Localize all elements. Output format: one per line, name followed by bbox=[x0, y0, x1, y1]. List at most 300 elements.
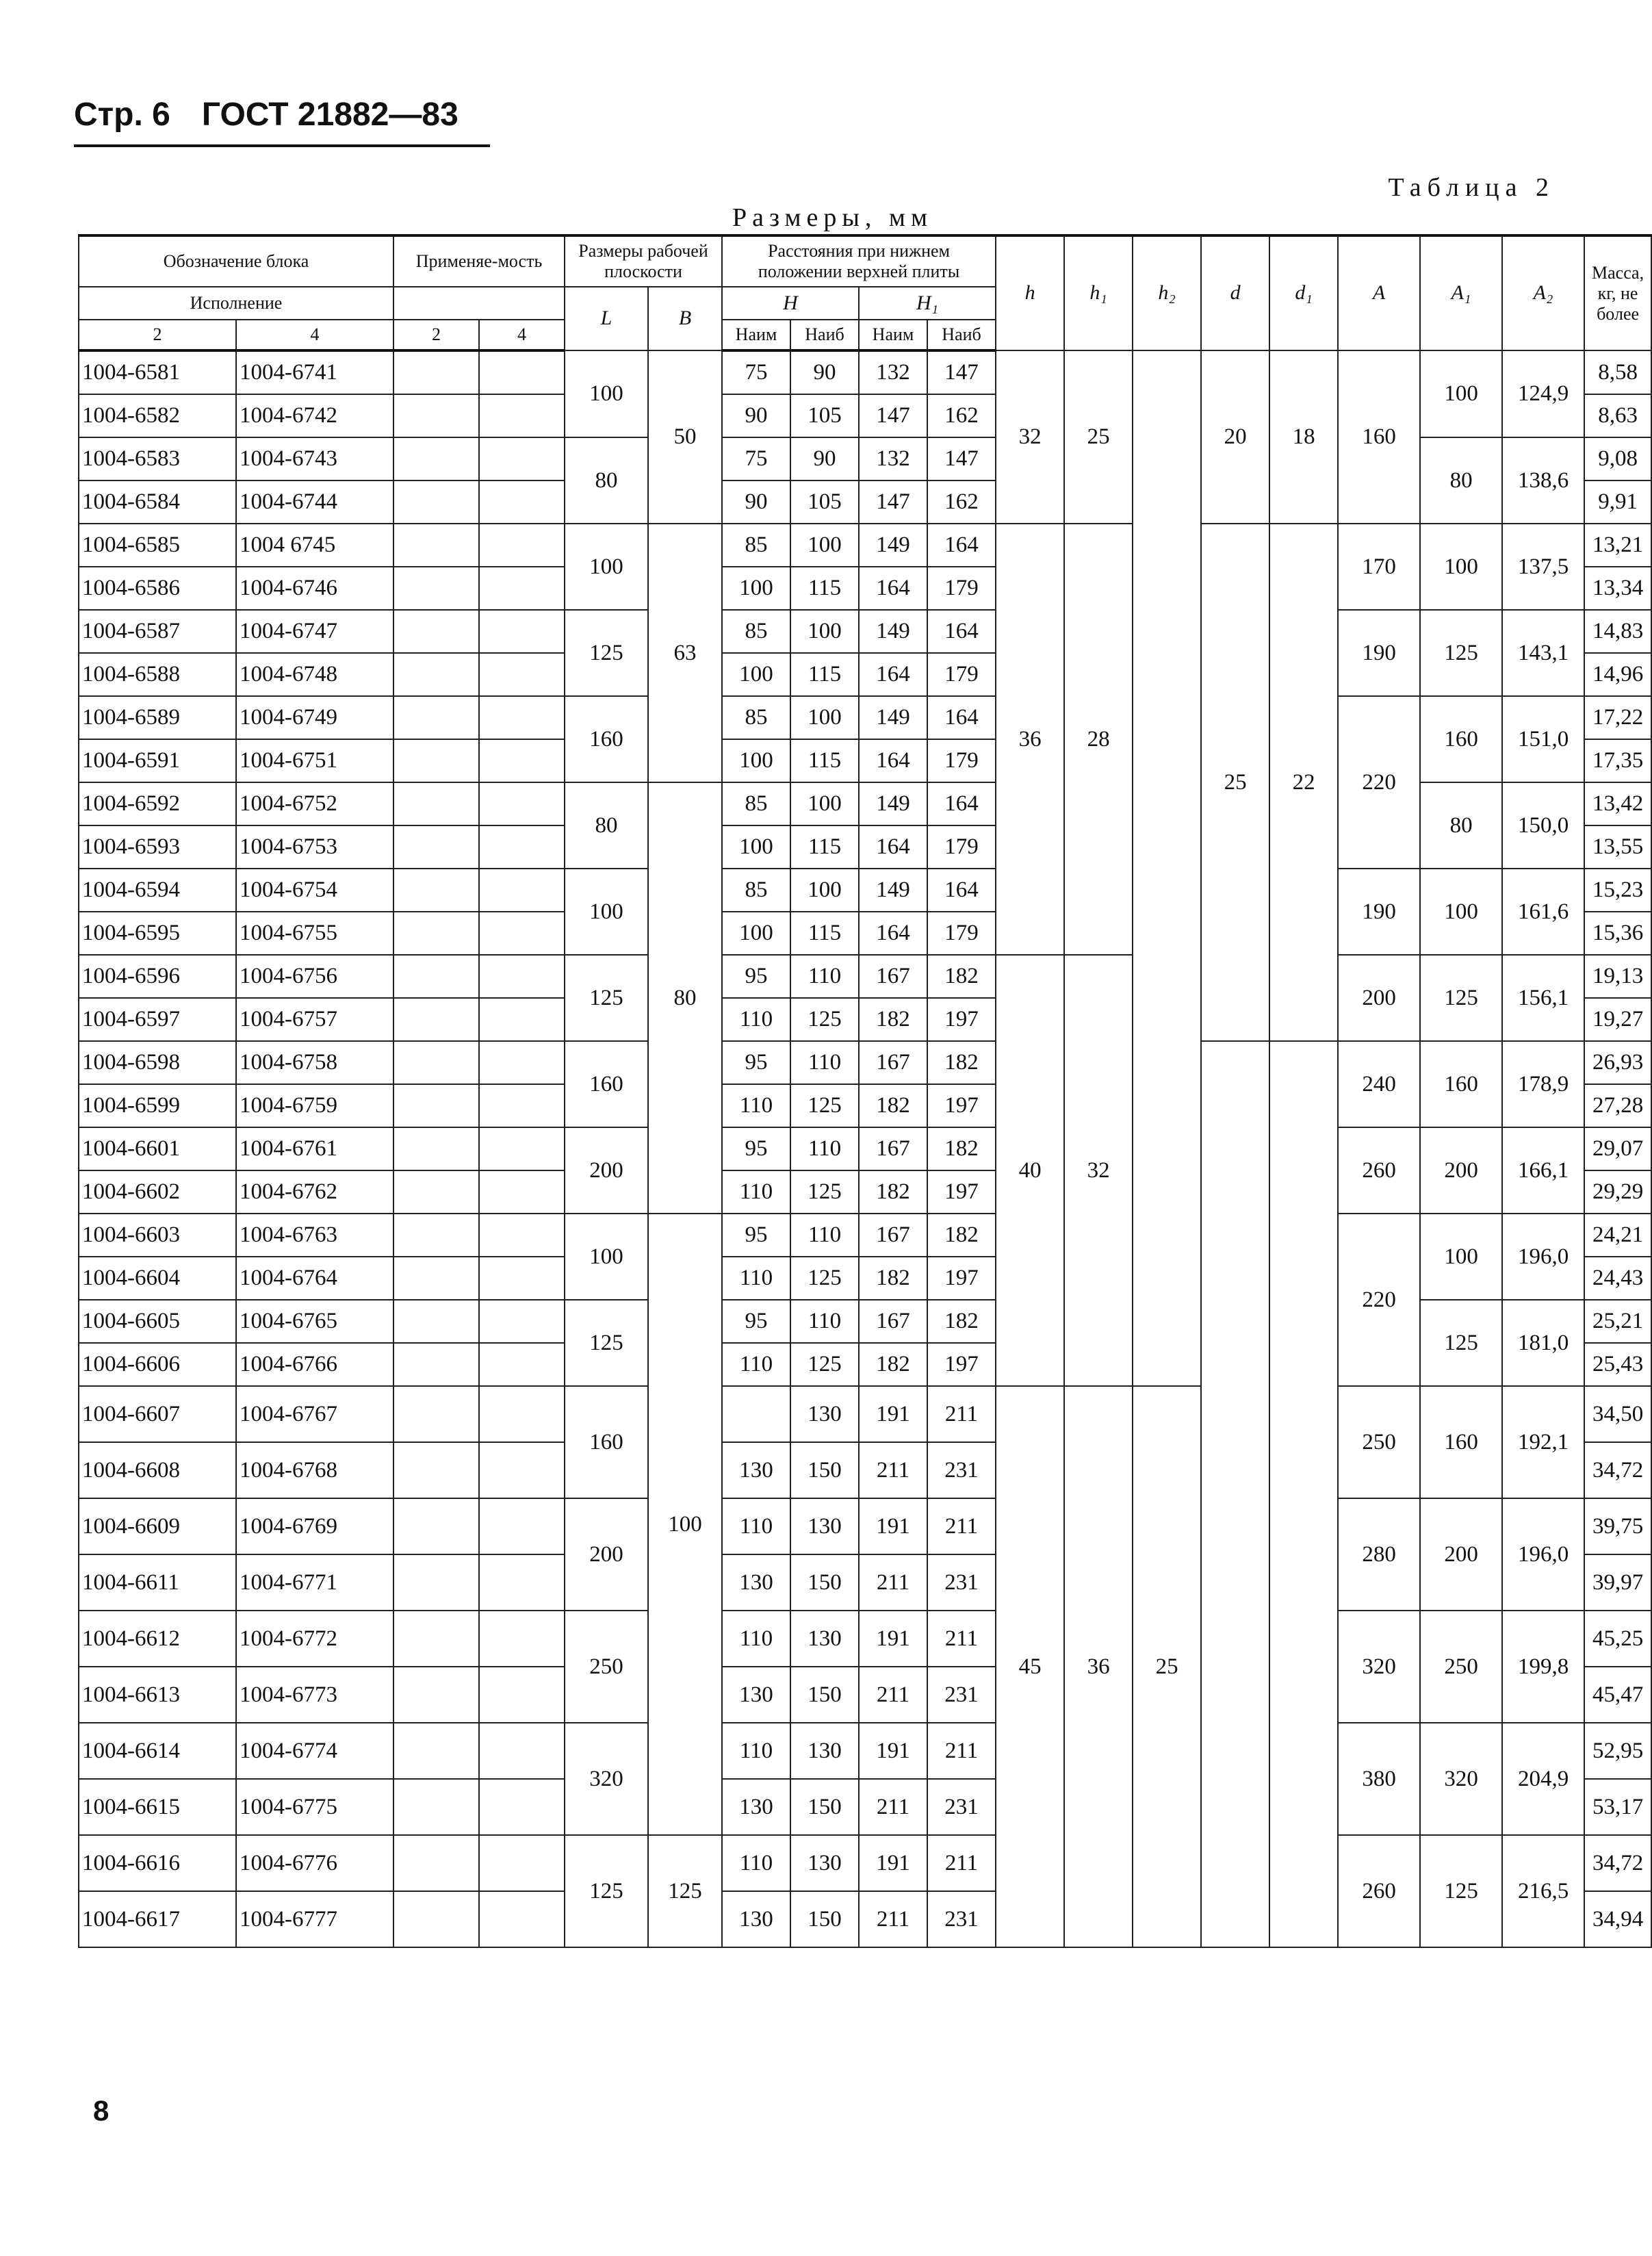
cell-H1-min: 167 bbox=[859, 955, 927, 998]
cell-A: 260 bbox=[1338, 1127, 1420, 1214]
cell-desig-4: 1004-6754 bbox=[236, 869, 393, 912]
table-row bbox=[79, 350, 1651, 394]
cell-H1-max: 147 bbox=[927, 437, 996, 480]
cell-H-min: 110 bbox=[722, 1257, 790, 1300]
table-header bbox=[79, 235, 1651, 350]
cell-mass: 45,25 bbox=[1584, 1611, 1651, 1667]
applicability-cell bbox=[479, 1257, 565, 1300]
cell-H1-max: 162 bbox=[927, 394, 996, 437]
cell-L: 160 bbox=[565, 1041, 648, 1127]
header-h: h bbox=[996, 235, 1064, 350]
cell-mass: 15,36 bbox=[1584, 912, 1651, 955]
applicability-cell bbox=[393, 825, 479, 869]
applicability-cell bbox=[479, 1127, 565, 1170]
cell-h2: 25 bbox=[1133, 1386, 1201, 1947]
header-execution: Исполнение bbox=[79, 287, 393, 320]
dimensions-table bbox=[78, 234, 1652, 1948]
table-row bbox=[79, 1723, 1651, 1779]
cell-mass: 39,75 bbox=[1584, 1498, 1651, 1554]
cell-desig-4: 1004-6759 bbox=[236, 1084, 393, 1127]
cell-desig-4: 1004-6761 bbox=[236, 1127, 393, 1170]
cell-desig-2: 1004-6592 bbox=[79, 782, 236, 825]
applicability-cell bbox=[479, 1343, 565, 1386]
applicability-cell bbox=[479, 394, 565, 437]
cell-desig-4: 1004-6767 bbox=[236, 1386, 393, 1442]
cell-A: 220 bbox=[1338, 1214, 1420, 1386]
cell-desig-2: 1004-6605 bbox=[79, 1300, 236, 1343]
cell-desig-2: 1004-6582 bbox=[79, 394, 236, 437]
table-row bbox=[79, 610, 1651, 653]
cell-mass: 34,50 bbox=[1584, 1386, 1651, 1442]
header-d: d bbox=[1201, 235, 1269, 350]
cell-desig-4: 1004-6741 bbox=[236, 350, 393, 394]
cell-A2: 178,9 bbox=[1502, 1041, 1584, 1127]
cell-L: 80 bbox=[565, 782, 648, 869]
cell-B: 100 bbox=[648, 1214, 722, 1835]
cell-H-max: 100 bbox=[790, 696, 859, 739]
cell-mass: 34,72 bbox=[1584, 1835, 1651, 1891]
applicability-cell bbox=[479, 1723, 565, 1779]
applicability-cell bbox=[479, 1611, 565, 1667]
cell-H-max: 90 bbox=[790, 350, 859, 394]
cell-desig-2: 1004-6597 bbox=[79, 998, 236, 1041]
applicability-cell bbox=[393, 1723, 479, 1779]
applicability-cell bbox=[393, 912, 479, 955]
cell-L: 125 bbox=[565, 955, 648, 1041]
cell-H1-max: 182 bbox=[927, 1214, 996, 1257]
header-mass: Масса, кг, не более bbox=[1584, 235, 1651, 350]
cell-H1-max: 164 bbox=[927, 782, 996, 825]
table-row bbox=[79, 1214, 1651, 1257]
applicability-cell bbox=[479, 567, 565, 610]
cell-L: 200 bbox=[565, 1127, 648, 1214]
cell-A1: 80 bbox=[1420, 782, 1502, 869]
applicability-cell bbox=[479, 869, 565, 912]
cell-desig-4: 1004-6743 bbox=[236, 437, 393, 480]
cell-desig-2: 1004-6593 bbox=[79, 825, 236, 869]
cell-desig-2: 1004-6607 bbox=[79, 1386, 236, 1442]
cell-H-max: 100 bbox=[790, 869, 859, 912]
cell-desig-2: 1004-6583 bbox=[79, 437, 236, 480]
cell-L: 100 bbox=[565, 350, 648, 437]
cell-A2: 124,9 bbox=[1502, 350, 1584, 437]
cell-A1: 100 bbox=[1420, 869, 1502, 955]
cell-H-max: 110 bbox=[790, 955, 859, 998]
cell-d1: 22 bbox=[1269, 524, 1338, 1041]
applicability-cell bbox=[479, 825, 565, 869]
cell-H-min: 110 bbox=[722, 1498, 790, 1554]
cell-A2: 204,9 bbox=[1502, 1723, 1584, 1835]
cell-H1-max: 231 bbox=[927, 1891, 996, 1947]
cell-H-min: 130 bbox=[722, 1891, 790, 1947]
header-work-surface: Размеры рабочей плоскости bbox=[565, 235, 722, 287]
header-app-2: 2 bbox=[393, 320, 479, 350]
applicability-cell bbox=[479, 782, 565, 825]
cell-H1-min: 132 bbox=[859, 437, 927, 480]
cell-H-max: 125 bbox=[790, 1170, 859, 1214]
cell-A1: 160 bbox=[1420, 1386, 1502, 1498]
cell-A: 190 bbox=[1338, 869, 1420, 955]
cell-H1-min: 182 bbox=[859, 998, 927, 1041]
cell-H-min: 110 bbox=[722, 1084, 790, 1127]
cell-desig-2: 1004-6613 bbox=[79, 1667, 236, 1723]
cell-d: 20 bbox=[1201, 350, 1269, 524]
cell-H1-min: 211 bbox=[859, 1442, 927, 1498]
cell-desig-2: 1004-6616 bbox=[79, 1835, 236, 1891]
cell-desig-2: 1004-6581 bbox=[79, 350, 236, 394]
cell-mass: 13,21 bbox=[1584, 524, 1651, 567]
cell-H1-max: 211 bbox=[927, 1835, 996, 1891]
cell-H-min: 110 bbox=[722, 1343, 790, 1386]
cell-A2: 181,0 bbox=[1502, 1300, 1584, 1386]
cell-desig-2: 1004-6589 bbox=[79, 696, 236, 739]
applicability-cell bbox=[479, 1386, 565, 1442]
cell-h: 45 bbox=[996, 1386, 1064, 1947]
applicability-cell bbox=[393, 739, 479, 782]
table-row bbox=[79, 1611, 1651, 1667]
cell-A: 280 bbox=[1338, 1498, 1420, 1611]
cell-desig-2: 1004-6603 bbox=[79, 1214, 236, 1257]
cell-H-min: 110 bbox=[722, 1170, 790, 1214]
cell-desig-2: 1004-6609 bbox=[79, 1498, 236, 1554]
applicability-cell bbox=[393, 437, 479, 480]
cell-mass: 29,29 bbox=[1584, 1170, 1651, 1214]
cell-L: 125 bbox=[565, 1300, 648, 1386]
cell-H1-min: 149 bbox=[859, 869, 927, 912]
cell-H1-min: 211 bbox=[859, 1667, 927, 1723]
cell-mass: 24,43 bbox=[1584, 1257, 1651, 1300]
dimensions-table-wrapper bbox=[78, 234, 1644, 1948]
cell-H1-max: 231 bbox=[927, 1779, 996, 1835]
cell-A2: 161,6 bbox=[1502, 869, 1584, 955]
applicability-cell bbox=[393, 782, 479, 825]
applicability-cell bbox=[393, 1386, 479, 1442]
applicability-cell bbox=[393, 653, 479, 696]
cell-H-max: 150 bbox=[790, 1891, 859, 1947]
header-A: A bbox=[1338, 235, 1420, 350]
cell-mass: 14,96 bbox=[1584, 653, 1651, 696]
cell-H1-max: 182 bbox=[927, 1041, 996, 1084]
cell-H-max: 130 bbox=[790, 1611, 859, 1667]
cell-h1: 32 bbox=[1064, 955, 1133, 1386]
cell-mass: 13,42 bbox=[1584, 782, 1651, 825]
cell-A: 380 bbox=[1338, 1723, 1420, 1835]
cell-H1-max: 211 bbox=[927, 1611, 996, 1667]
cell-B: 50 bbox=[648, 350, 722, 524]
applicability-cell bbox=[393, 869, 479, 912]
cell-mass: 27,28 bbox=[1584, 1084, 1651, 1127]
cell-H1-min: 167 bbox=[859, 1214, 927, 1257]
cell-desig-2: 1004-6584 bbox=[79, 480, 236, 524]
dimensions-caption: Размеры, мм bbox=[732, 203, 933, 232]
cell-A1: 320 bbox=[1420, 1723, 1502, 1835]
applicability-cell bbox=[479, 1170, 565, 1214]
cell-H-max: 100 bbox=[790, 610, 859, 653]
cell-mass: 19,13 bbox=[1584, 955, 1651, 998]
cell-d1 bbox=[1269, 1041, 1338, 1947]
cell-H-max: 115 bbox=[790, 567, 859, 610]
cell-mass: 9,91 bbox=[1584, 480, 1651, 524]
applicability-cell bbox=[479, 1041, 565, 1084]
cell-desig-2: 1004-6617 bbox=[79, 1891, 236, 1947]
cell-H-max: 110 bbox=[790, 1214, 859, 1257]
cell-H-min: 85 bbox=[722, 610, 790, 653]
cell-desig-4: 1004-6764 bbox=[236, 1257, 393, 1300]
applicability-cell bbox=[393, 955, 479, 998]
applicability-cell bbox=[393, 1127, 479, 1170]
applicability-cell bbox=[393, 1257, 479, 1300]
cell-A2: 137,5 bbox=[1502, 524, 1584, 610]
page-header bbox=[74, 96, 490, 147]
cell-desig-2: 1004-6615 bbox=[79, 1779, 236, 1835]
applicability-cell bbox=[479, 1300, 565, 1343]
applicability-cell bbox=[479, 912, 565, 955]
applicability-cell bbox=[479, 1891, 565, 1947]
cell-desig-4: 1004-6773 bbox=[236, 1667, 393, 1723]
cell-A1: 100 bbox=[1420, 524, 1502, 610]
cell-H1-max: 147 bbox=[927, 350, 996, 394]
cell-h: 32 bbox=[996, 350, 1064, 524]
cell-L: 80 bbox=[565, 437, 648, 524]
cell-H1-max: 231 bbox=[927, 1554, 996, 1611]
applicability-cell bbox=[393, 1442, 479, 1498]
cell-H1-max: 164 bbox=[927, 869, 996, 912]
header-exec-4: 4 bbox=[236, 320, 393, 350]
cell-desig-4: 1004-6749 bbox=[236, 696, 393, 739]
cell-H1-max: 182 bbox=[927, 1300, 996, 1343]
cell-H1-max: 197 bbox=[927, 998, 996, 1041]
cell-H-min: 130 bbox=[722, 1554, 790, 1611]
applicability-cell bbox=[393, 1084, 479, 1127]
cell-mass: 45,47 bbox=[1584, 1667, 1651, 1723]
cell-d1: 18 bbox=[1269, 350, 1338, 524]
cell-A2: 151,0 bbox=[1502, 696, 1584, 782]
cell-A2: 196,0 bbox=[1502, 1214, 1584, 1300]
cell-H1-min: 211 bbox=[859, 1779, 927, 1835]
cell-mass: 52,95 bbox=[1584, 1723, 1651, 1779]
cell-H1-max: 211 bbox=[927, 1723, 996, 1779]
cell-H-min: 75 bbox=[722, 437, 790, 480]
cell-H1-min: 191 bbox=[859, 1611, 927, 1667]
cell-H1-min: 211 bbox=[859, 1554, 927, 1611]
cell-desig-2: 1004-6598 bbox=[79, 1041, 236, 1084]
applicability-cell bbox=[393, 1041, 479, 1084]
cell-mass: 24,21 bbox=[1584, 1214, 1651, 1257]
cell-desig-2: 1004-6586 bbox=[79, 567, 236, 610]
cell-h: 36 bbox=[996, 524, 1064, 955]
cell-mass: 8,58 bbox=[1584, 350, 1651, 394]
cell-mass: 9,08 bbox=[1584, 437, 1651, 480]
cell-H-min: 95 bbox=[722, 1041, 790, 1084]
header-exec-2: 2 bbox=[79, 320, 236, 350]
cell-desig-4: 1004-6744 bbox=[236, 480, 393, 524]
cell-H-max: 90 bbox=[790, 437, 859, 480]
table-row bbox=[79, 1835, 1651, 1891]
cell-H-min: 85 bbox=[722, 696, 790, 739]
cell-H-min: 85 bbox=[722, 869, 790, 912]
cell-H-min: 110 bbox=[722, 1611, 790, 1667]
applicability-cell bbox=[479, 610, 565, 653]
table-label: Таблица 2 bbox=[1388, 173, 1555, 202]
cell-H-min: 85 bbox=[722, 782, 790, 825]
cell-H1-min: 191 bbox=[859, 1498, 927, 1554]
cell-mass: 34,94 bbox=[1584, 1891, 1651, 1947]
header-applicability: Применяе-мость bbox=[393, 235, 565, 287]
cell-A1: 125 bbox=[1420, 610, 1502, 696]
cell-H-min: 110 bbox=[722, 1723, 790, 1779]
cell-H-min: 95 bbox=[722, 955, 790, 998]
applicability-cell bbox=[393, 1343, 479, 1386]
cell-H1-max: 211 bbox=[927, 1498, 996, 1554]
header-H1-min: Наим bbox=[859, 320, 927, 350]
cell-desig-4: 1004-6758 bbox=[236, 1041, 393, 1084]
cell-H-min: 95 bbox=[722, 1127, 790, 1170]
cell-desig-4: 1004-6756 bbox=[236, 955, 393, 998]
cell-H1-max: 179 bbox=[927, 653, 996, 696]
page-label: Стр. 6 bbox=[74, 97, 170, 133]
cell-H1-min: 132 bbox=[859, 350, 927, 394]
cell-A2: 166,1 bbox=[1502, 1127, 1584, 1214]
cell-H-max: 110 bbox=[790, 1300, 859, 1343]
cell-desig-2: 1004-6591 bbox=[79, 739, 236, 782]
cell-H1-min: 191 bbox=[859, 1386, 927, 1442]
cell-A2: 156,1 bbox=[1502, 955, 1584, 1041]
cell-L: 160 bbox=[565, 696, 648, 782]
cell-H-max: 130 bbox=[790, 1835, 859, 1891]
cell-mass: 26,93 bbox=[1584, 1041, 1651, 1084]
cell-mass: 14,83 bbox=[1584, 610, 1651, 653]
cell-mass: 13,34 bbox=[1584, 567, 1651, 610]
cell-A: 160 bbox=[1338, 350, 1420, 524]
header-H1: H₁ bbox=[859, 287, 996, 320]
applicability-cell bbox=[479, 350, 565, 394]
cell-L: 250 bbox=[565, 1611, 648, 1723]
applicability-cell bbox=[479, 1084, 565, 1127]
cell-A1: 100 bbox=[1420, 350, 1502, 437]
cell-H1-min: 149 bbox=[859, 524, 927, 567]
cell-H-max: 150 bbox=[790, 1667, 859, 1723]
cell-H-max: 105 bbox=[790, 394, 859, 437]
standard-label: ГОСТ 21882—83 bbox=[201, 97, 459, 133]
cell-H1-min: 147 bbox=[859, 394, 927, 437]
cell-H1-max: 179 bbox=[927, 825, 996, 869]
cell-H-min: 100 bbox=[722, 912, 790, 955]
table-row bbox=[79, 524, 1651, 567]
header-A1: A₁ bbox=[1420, 235, 1502, 350]
cell-desig-4: 1004-6746 bbox=[236, 567, 393, 610]
cell-h1: 25 bbox=[1064, 350, 1133, 524]
cell-desig-2: 1004-6602 bbox=[79, 1170, 236, 1214]
applicability-cell bbox=[479, 1214, 565, 1257]
cell-H1-max: 231 bbox=[927, 1442, 996, 1498]
applicability-cell bbox=[393, 1611, 479, 1667]
cell-H1-max: 179 bbox=[927, 567, 996, 610]
cell-A2: 143,1 bbox=[1502, 610, 1584, 696]
cell-H1-min: 164 bbox=[859, 912, 927, 955]
cell-mass: 17,35 bbox=[1584, 739, 1651, 782]
cell-mass: 17,22 bbox=[1584, 696, 1651, 739]
cell-desig-4: 1004-6752 bbox=[236, 782, 393, 825]
applicability-cell bbox=[393, 1891, 479, 1947]
cell-H-min: 130 bbox=[722, 1667, 790, 1723]
applicability-cell bbox=[479, 437, 565, 480]
cell-H-min: 110 bbox=[722, 1835, 790, 1891]
cell-desig-2: 1004-6604 bbox=[79, 1257, 236, 1300]
cell-desig-2: 1004-6606 bbox=[79, 1343, 236, 1386]
cell-H1-max: 197 bbox=[927, 1257, 996, 1300]
cell-desig-2: 1004-6599 bbox=[79, 1084, 236, 1127]
cell-H-min: 130 bbox=[722, 1442, 790, 1498]
cell-A1: 200 bbox=[1420, 1498, 1502, 1611]
cell-H-min: 110 bbox=[722, 998, 790, 1041]
applicability-cell bbox=[393, 1170, 479, 1214]
cell-desig-4: 1004-6747 bbox=[236, 610, 393, 653]
header-H1-max: Наиб bbox=[927, 320, 996, 350]
cell-H1-max: 197 bbox=[927, 1084, 996, 1127]
cell-H-min: 100 bbox=[722, 739, 790, 782]
cell-mass: 39,97 bbox=[1584, 1554, 1651, 1611]
cell-desig-4: 1004-6775 bbox=[236, 1779, 393, 1835]
cell-A1: 250 bbox=[1420, 1611, 1502, 1723]
cell-H1-max: 164 bbox=[927, 610, 996, 653]
cell-H-max: 130 bbox=[790, 1386, 859, 1442]
cell-L: 125 bbox=[565, 1835, 648, 1947]
cell-H-max: 110 bbox=[790, 1041, 859, 1084]
cell-h2 bbox=[1133, 350, 1201, 1386]
cell-mass: 53,17 bbox=[1584, 1779, 1651, 1835]
header-H: H bbox=[722, 287, 859, 320]
cell-H1-min: 167 bbox=[859, 1300, 927, 1343]
cell-mass: 8,63 bbox=[1584, 394, 1651, 437]
applicability-cell bbox=[393, 1214, 479, 1257]
cell-A2: 192,1 bbox=[1502, 1386, 1584, 1498]
cell-H1-min: 164 bbox=[859, 739, 927, 782]
cell-desig-2: 1004-6601 bbox=[79, 1127, 236, 1170]
header-A2: A₂ bbox=[1502, 235, 1584, 350]
cell-A1: 125 bbox=[1420, 1835, 1502, 1947]
cell-A: 240 bbox=[1338, 1041, 1420, 1127]
cell-H-min: 95 bbox=[722, 1300, 790, 1343]
cell-B: 80 bbox=[648, 782, 722, 1214]
cell-H-max: 125 bbox=[790, 1084, 859, 1127]
cell-mass: 25,21 bbox=[1584, 1300, 1651, 1343]
cell-A2: 150,0 bbox=[1502, 782, 1584, 869]
cell-mass: 29,07 bbox=[1584, 1127, 1651, 1170]
cell-H-max: 100 bbox=[790, 524, 859, 567]
page-number: 8 bbox=[93, 2094, 109, 2127]
cell-desig-2: 1004-6596 bbox=[79, 955, 236, 998]
cell-desig-2: 1004-6585 bbox=[79, 524, 236, 567]
applicability-cell bbox=[479, 480, 565, 524]
cell-L: 100 bbox=[565, 524, 648, 610]
cell-A1: 100 bbox=[1420, 1214, 1502, 1300]
cell-desig-2: 1004-6587 bbox=[79, 610, 236, 653]
cell-mass: 13,55 bbox=[1584, 825, 1651, 869]
cell-A1: 125 bbox=[1420, 1300, 1502, 1386]
cell-H-max: 150 bbox=[790, 1779, 859, 1835]
cell-desig-4: 1004-6751 bbox=[236, 739, 393, 782]
header-L: L bbox=[565, 287, 648, 350]
cell-H1-min: 182 bbox=[859, 1257, 927, 1300]
cell-desig-4: 1004-6765 bbox=[236, 1300, 393, 1343]
header-H-max: Наиб bbox=[790, 320, 859, 350]
cell-H-min: 85 bbox=[722, 524, 790, 567]
cell-A2: 216,5 bbox=[1502, 1835, 1584, 1947]
applicability-cell bbox=[479, 1498, 565, 1554]
cell-desig-2: 1004-6588 bbox=[79, 653, 236, 696]
cell-H-min: 100 bbox=[722, 653, 790, 696]
cell-desig-4: 1004-6768 bbox=[236, 1442, 393, 1498]
